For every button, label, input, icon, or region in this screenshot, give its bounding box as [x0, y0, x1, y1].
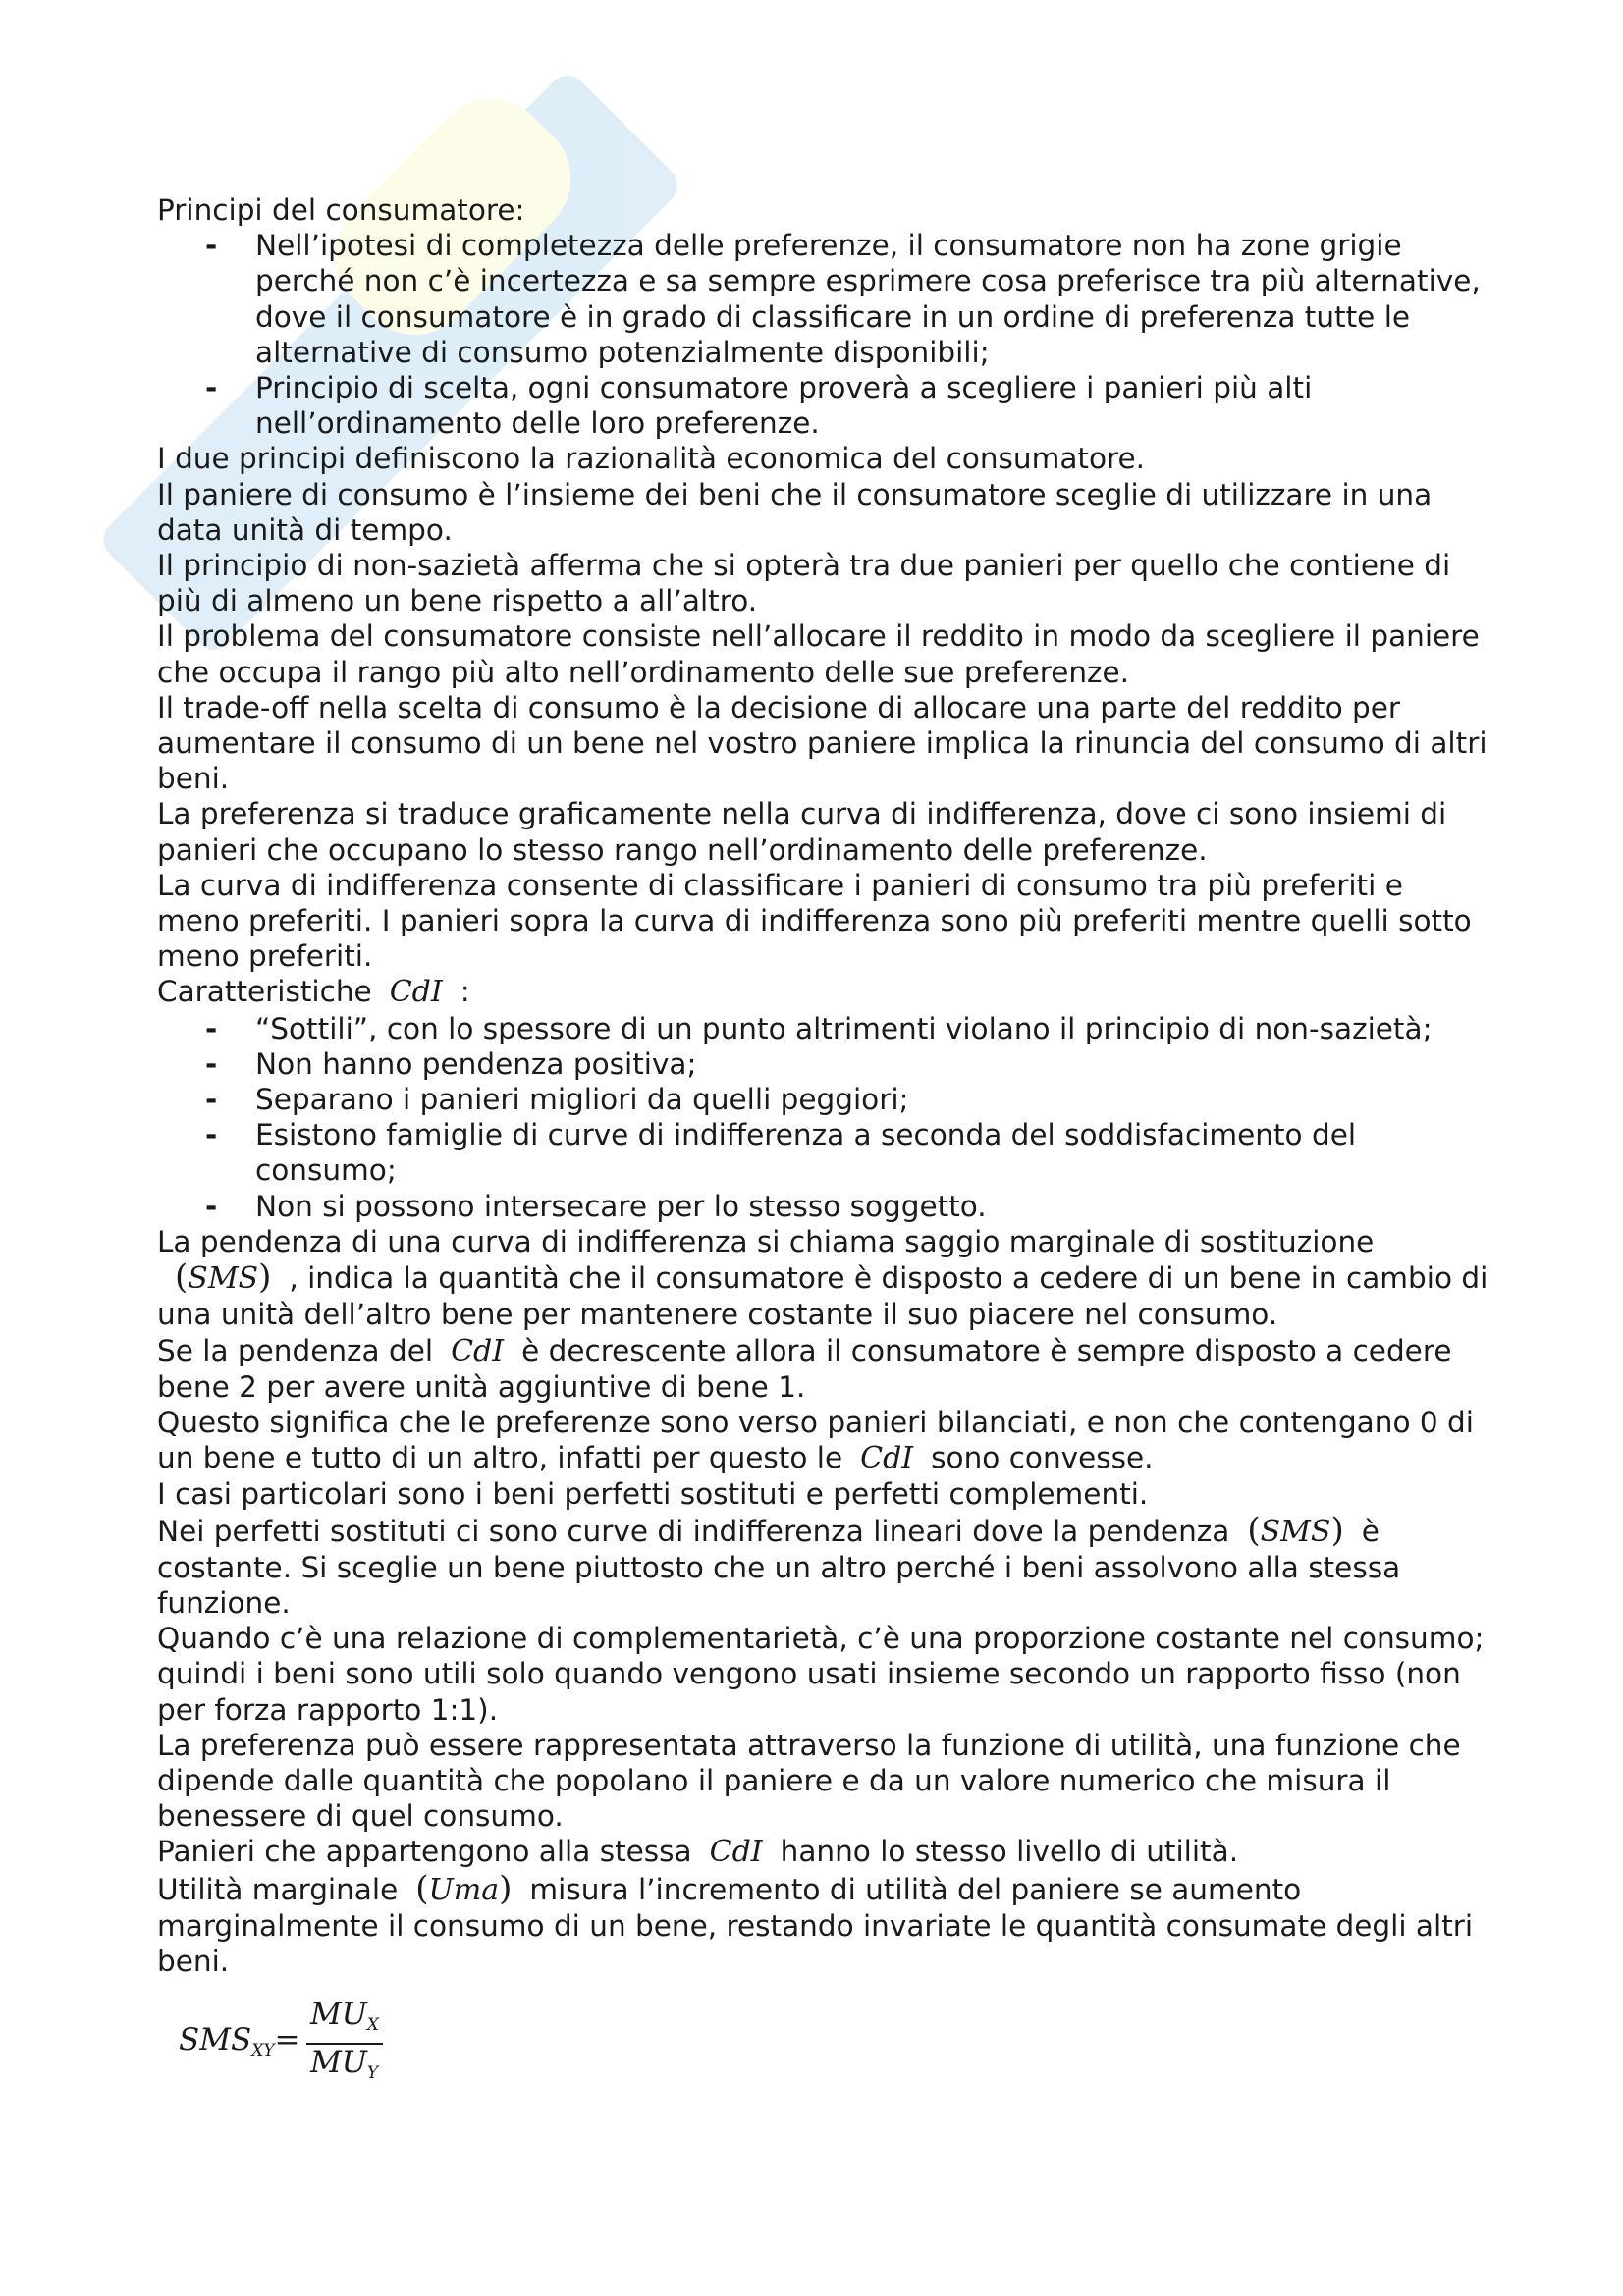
paragraph: I due principi definiscono la razionalità economica del consumatore. — [157, 442, 1146, 476]
list-item: - Esistono famiglie di curve di indifferenza a seconda del soddisfacimento del consumo; — [255, 1117, 1492, 1188]
characteristics-list — [157, 1011, 1492, 1224]
paragraph: Il trade-off nella scelta di consumo è la decisione di allocare una parte del reddito per aumentare il consumo di un bene nel vostro paniere implica la rinuncia del consumo di altri beni. — [157, 690, 1488, 796]
list-item: - Principio di scelta, ogni consumatore proverà a scegliere i panieri più alti nell’ordinamento delle loro preferenze. — [255, 370, 1492, 441]
list-item: - Separano i panieri migliori da quelli peggiori; — [255, 1082, 1492, 1117]
paragraph: Il problema del consumatore consiste nell’allocare il reddito in modo da scegliere il paniere che occupa il rango più alto nell’ordinamento delle sue preferenze. — [157, 619, 1480, 689]
math-sms: (SMS) — [1247, 1510, 1344, 1550]
math-sms: (SMS) — [175, 1257, 272, 1298]
paragraph: I casi particolari sono i beni perfetti sostituti e perfetti complementi. — [157, 1477, 1149, 1512]
text: , indica la quantità che il consumatore è disposto a cedere di un bene in cambio di una unità dell’altro bene per mantenere costante il suo piacere nel consumo. — [157, 1261, 1488, 1332]
list-item: - Non si possono intersecare per lo stesso soggetto. — [255, 1189, 1492, 1224]
formula-fraction — [306, 1997, 383, 2091]
principles-list — [157, 228, 1492, 441]
math-uma: (Uma) — [415, 1868, 513, 1908]
fraction-numerator: $MU_X$ — [310, 1997, 379, 2036]
text: La pendenza di una curva di indifferenza si chiama saggio marginale di sostituzione — [157, 1224, 1375, 1258]
paragraph: Nei perfetti sostituti ci sono curve di indifferenza lineari dove la pendenza (SMS) è costante. Si sceglie un bene piuttosto che un altro perché i beni assolvono alla stessa funzione. — [157, 1510, 1401, 1620]
math-cdi: CdI — [860, 1441, 914, 1476]
fraction-denominator: $MU_Y$ — [306, 2043, 383, 2091]
heading: Principi del consumatore: — [157, 193, 525, 227]
paragraph: La curva di indifferenza consente di classificare i panieri di consumo tra più preferiti e meno preferiti. I panieri sopra la curva di indifferenza sono più preferiti mentre quelli sotto meno preferiti. — [157, 868, 1472, 974]
list-item: - “Sottili”, con lo spessore di un punto altrimenti violano il principio di non-sazietà; — [255, 1011, 1492, 1046]
paragraph: Utilità marginale (Uma) misura l’incremento di utilità del paniere se aumento marginalmente il consumo di un bene, restando invariate le quantità consumate degli altri beni. — [157, 1868, 1474, 1978]
math-cdi: CdI — [709, 1835, 763, 1870]
document-body — [157, 192, 1492, 2085]
math-cdi: CdI — [389, 975, 443, 1010]
paragraph: Panieri che appartengono alla stessa CdI hanno lo stesso livello di utilità. — [157, 1835, 1239, 1870]
list-item: - Non hanno pendenza positiva; — [255, 1046, 1492, 1082]
text: Caratteristiche — [157, 975, 372, 1009]
text: : — [460, 975, 470, 1009]
formula-lhs: $SMS_{XY}=$ — [179, 2022, 300, 2061]
math-cdi: CdI — [451, 1333, 505, 1368]
paragraph: Questo significa che le preferenze sono verso panieri bilanciati, e non che contengano 0 di un bene e tutto di un altro, infatti per questo le CdI sono convesse. — [157, 1405, 1474, 1476]
paragraph: La preferenza può essere rappresentata attraverso la funzione di utilità, una funzione che dipende dalle quantità che popolano il paniere e da un valore numerico che misura il benessere di quel consumo. — [157, 1728, 1461, 1834]
paragraph-sms — [157, 1224, 1492, 1333]
sms-formula — [179, 1997, 1492, 2085]
paragraph: Il principio di non-sazietà afferma che si opterà tra due panieri per quello che contiene di più di almeno un bene rispetto a all’altro. — [157, 549, 1451, 618]
paragraph: Il paniere di consumo è l’insieme dei beni che il consumatore sceglie di utilizzare in una data unità di tempo. — [157, 477, 1433, 547]
paragraph: Quando c’è una relazione di complementarietà, c’è una proporzione costante nel consumo; quindi i beni sono utili solo quando vengono usati insieme secondo un rapporto fisso (non per forza rapporto 1:1). — [157, 1622, 1485, 1727]
characteristics-heading — [157, 974, 1492, 1010]
paragraph: La preferenza si traduce graficamente nella curva di indifferenza, dove ci sono insiemi di panieri che occupano lo stesso rango nell’ordinamento delle preferenze. — [157, 797, 1447, 867]
list-item: - Nell’ipotesi di completezza delle preferenze, il consumatore non ha zone grigie perché non c’è incertezza e sa sempre esprimere cosa preferisce tra più alternative, dove il consumatore è in grado di classificare in un ordine di preferenza tutte le alternative di consumo potenzialmente disponibili; — [255, 228, 1492, 370]
paragraph: Se la pendenza del CdI è decrescente allora il consumatore è sempre disposto a cedere bene 2 per avere unità aggiuntive di bene 1. — [157, 1333, 1452, 1404]
